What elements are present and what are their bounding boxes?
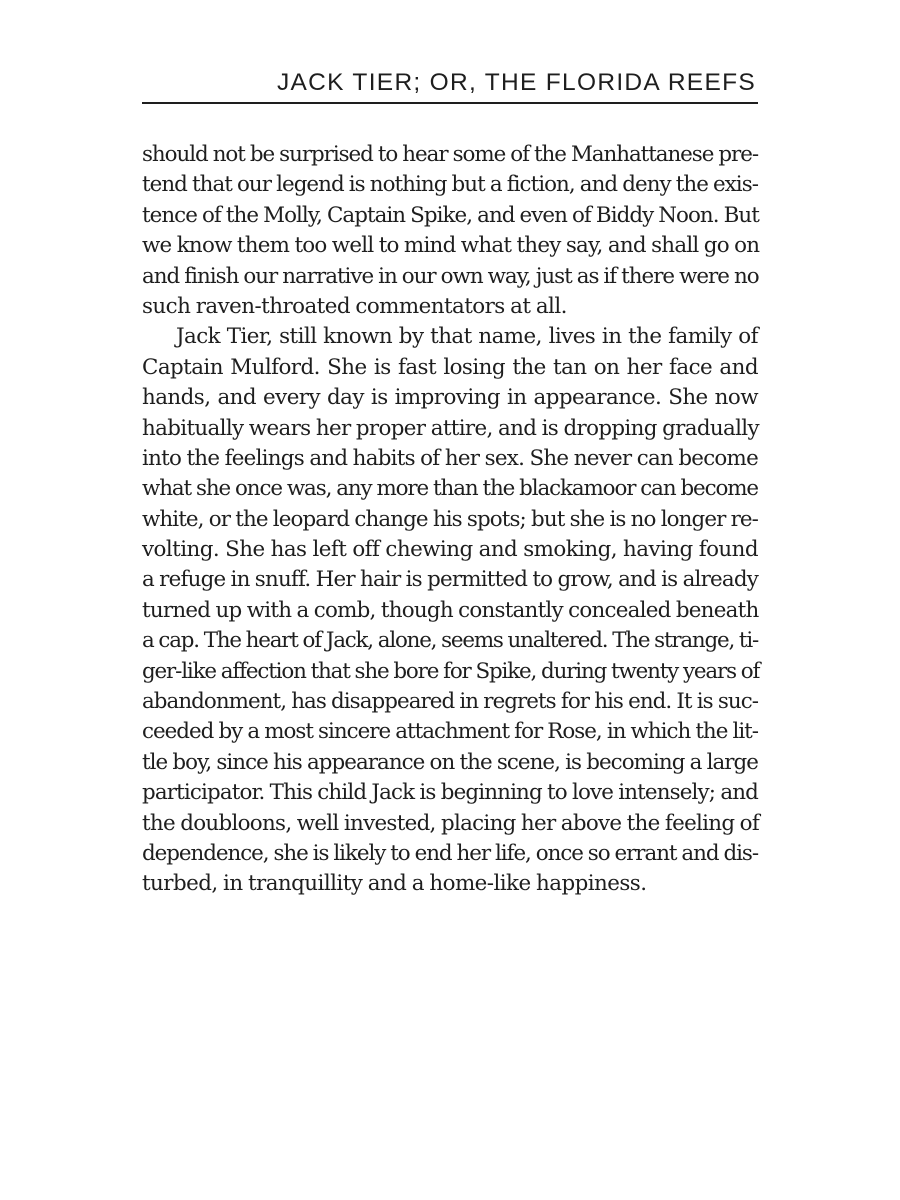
text-line: what she once was, any more than the blackamoor can become xyxy=(142,476,758,502)
text-line: a cap. The heart of Jack, alone, seems unaltered. The strange, ti- xyxy=(142,628,758,654)
text-line: participator. This child Jack is beginning to love intensely; and xyxy=(142,780,758,806)
text-line: and finish our narrative in our own way, just as if there were no xyxy=(142,263,759,289)
text-line: abandonment, has disappeared in regrets for his end. It is suc- xyxy=(142,689,758,715)
text-line: tle boy, since his appearance on the scene, is becoming a large xyxy=(142,749,758,775)
text-line: white, or the leopard change his spots; but she is no longer re- xyxy=(142,506,758,532)
text-line: tence of the Molly, Captain Spike, and even of Biddy Noon. But xyxy=(142,202,759,228)
text-line: hands, and every day is improving in appearance. She now xyxy=(142,385,758,411)
text-line: turbed, in tranquillity and a home-like happiness. xyxy=(142,871,647,897)
text-line: volting. She has left off chewing and smoking, having found xyxy=(142,537,758,563)
running-header xyxy=(142,68,758,104)
text-line: tend that our legend is nothing but a fiction, and deny the exis- xyxy=(142,172,758,198)
text-line: ger-like affection that she bore for Spike, during twenty years of xyxy=(142,658,760,684)
text-line: habitually wears her proper attire, and is dropping gradually xyxy=(142,415,759,441)
text-line: turned up with a comb, though constantly concealed beneath xyxy=(142,597,759,623)
running-title: JACK TIER; OR, THE FLORIDA REEFS xyxy=(276,69,756,96)
paragraph-2 xyxy=(142,322,758,899)
text-line: such raven-throated commentators at all. xyxy=(142,293,567,319)
text-line: we know them too well to mind what they say, and shall go on xyxy=(142,233,760,259)
paragraph-1 xyxy=(142,140,758,322)
page-body xyxy=(142,140,758,900)
text-line: Captain Mulford. She is fast losing the tan on her face and xyxy=(142,354,758,380)
text-line: dependence, she is likely to end her life, once so errant and dis- xyxy=(142,840,758,866)
text-line: Jack Tier, still known by that name, lives in the family of xyxy=(176,324,758,350)
text-line: should not be surprised to hear some of the Manhattanese pre- xyxy=(142,142,758,167)
text-line: ceeded by a most sincere attachment for Rose, in which the lit- xyxy=(142,719,758,745)
text-line: the doubloons, well invested, placing her above the feeling of xyxy=(142,810,760,836)
text-line: into the feelings and habits of her sex. She never can become xyxy=(142,445,758,471)
text-line: a refuge in snuff. Her hair is permitted to grow, and is already xyxy=(142,567,758,593)
